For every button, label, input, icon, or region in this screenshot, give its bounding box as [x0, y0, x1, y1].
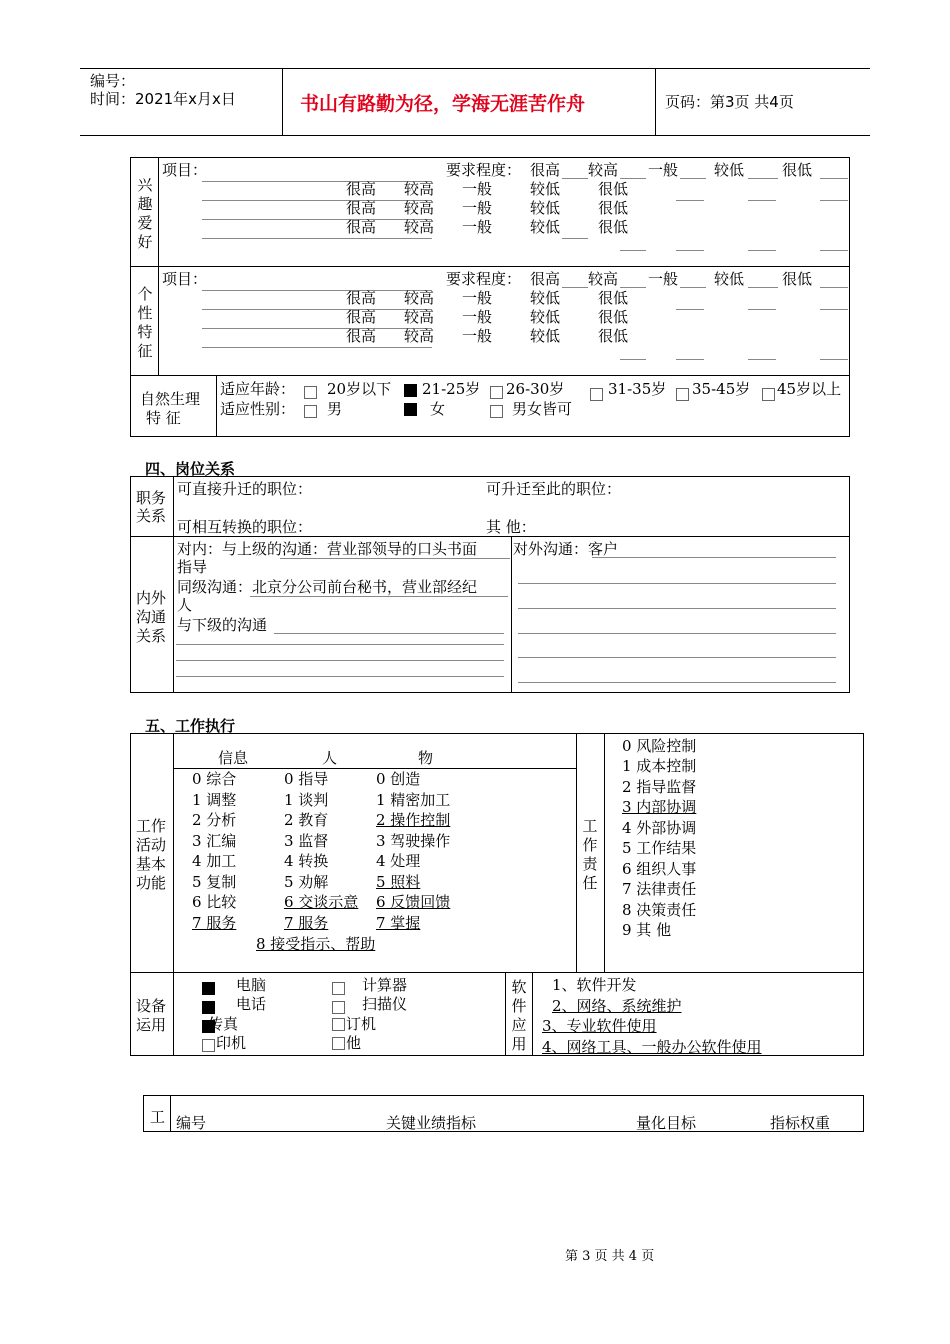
level-text: 较高	[404, 289, 435, 307]
computer-checkbox[interactable]	[202, 982, 215, 995]
level-text: 较低	[714, 270, 745, 288]
info-item: 3 汇编	[192, 832, 237, 850]
thing-item-selected: 2 操作控制	[376, 811, 451, 829]
level-text: 一般	[462, 308, 493, 326]
level-text: 很高	[346, 180, 377, 198]
interest-requirement-label: 要求程度：	[446, 161, 522, 179]
personality-project-label: 项目：	[162, 270, 208, 288]
thing-item: 3 驾驶操作	[376, 832, 451, 850]
resp-label: 工作责任	[582, 817, 598, 892]
info-item: 4 加工	[192, 852, 237, 870]
section5-title: 五、工作执行	[145, 717, 236, 735]
level-text: 较高	[588, 270, 619, 288]
software-item-text: 2、网络、系统维护	[552, 997, 682, 1015]
rotate-positions: 可相互转换的职位：	[177, 518, 313, 536]
col-thing: 物	[418, 749, 434, 767]
resp-item: 6 组织人事	[622, 860, 697, 878]
resp-item: 4 外部协调	[622, 819, 697, 837]
level-text: 较高	[404, 218, 435, 236]
scanner-checkbox[interactable]	[332, 1001, 345, 1014]
info-item: 5 复制	[192, 873, 237, 891]
level-text: 很高	[346, 308, 377, 326]
info-item: 0 综合	[192, 770, 237, 788]
level-text: 较低	[530, 327, 561, 345]
people-item: 5 劝解	[284, 873, 329, 891]
software-item	[542, 1038, 762, 1056]
people-item: 2 教育	[284, 811, 329, 829]
info-item: 6 比较	[192, 893, 237, 911]
level-text: 较高	[588, 161, 619, 179]
kpi-col-no: 编号	[176, 1114, 207, 1132]
calculator-checkbox[interactable]	[332, 982, 345, 995]
duty-label: 职务关系	[136, 489, 167, 525]
duty-label-1	[136, 489, 170, 525]
age-option: 31-35岁	[608, 380, 667, 398]
other-positions: 其 他：	[486, 518, 536, 536]
equip-item: 电话	[236, 995, 267, 1013]
level-text: 较高	[404, 180, 435, 198]
gender-option: 女	[430, 400, 446, 418]
interest-project-label: 项目：	[162, 161, 208, 179]
level-text: 一般	[462, 180, 493, 198]
kpi-left-label: 工	[150, 1108, 166, 1126]
age-checkbox-checked[interactable]	[404, 384, 417, 397]
level-text: 一般	[648, 161, 679, 179]
age-checkbox[interactable]	[490, 386, 503, 399]
age-checkbox[interactable]	[676, 388, 689, 401]
personality-label: 个性特征	[137, 285, 153, 360]
level-text: 较低	[530, 180, 561, 198]
resp-item: 5 工作结果	[622, 839, 697, 857]
personality-requirement-label: 要求程度：	[446, 270, 522, 288]
people-item: 1 谈判	[284, 791, 329, 809]
age-checkbox[interactable]	[590, 388, 603, 401]
age-label: 适应年龄：	[220, 380, 296, 398]
gender-option: 男	[327, 400, 343, 418]
resp-item: 0 风险控制	[622, 737, 697, 755]
resp-item-selected: 3 内部协调	[622, 798, 697, 816]
gender-label: 适应性别：	[220, 400, 296, 418]
software-item	[542, 1017, 657, 1035]
age-option: 21-25岁	[422, 380, 481, 398]
promote-direct: 可直接升迁的职位：	[177, 480, 313, 498]
func-label: 工作活动基本功能	[136, 817, 167, 892]
resp-item: 8 决策责任	[622, 901, 697, 919]
resp-item: 1 成本控制	[622, 757, 697, 775]
software-item: 1、软件开发	[552, 976, 637, 994]
physical-label-2: 特 征	[146, 409, 181, 427]
info-item: 1 调整	[192, 791, 237, 809]
level-text: 很低	[598, 218, 629, 236]
resp-item: 2 指导监督	[622, 778, 697, 796]
people-item: 3 监督	[284, 832, 329, 850]
info-item-selected: 7 服务	[192, 914, 237, 932]
info-item: 2 分析	[192, 811, 237, 829]
soft-label: 软件应用	[511, 978, 527, 1053]
level-text: 一般	[462, 218, 493, 236]
level-text: 较低	[530, 218, 561, 236]
col-info: 信息	[218, 749, 249, 767]
equip-item: 传真	[208, 1015, 239, 1033]
equip-item: 订机	[346, 1015, 377, 1033]
level-text: 一般	[648, 270, 679, 288]
internal-line1: 对内：与上级的沟通：营业部领导的口头书面	[177, 540, 478, 558]
header-time: 时间：2021年x月x日	[90, 90, 236, 108]
header-motto: 书山有路勤为径，学海无涯苦作舟	[300, 93, 586, 115]
footer-page: 第 3 页 共 4 页	[565, 1249, 655, 1264]
promote-to: 可升迁至此的职位：	[486, 480, 622, 498]
age-checkbox[interactable]	[304, 386, 317, 399]
age-option: 20岁以下	[327, 380, 392, 398]
thing-item: 1 精密加工	[376, 791, 451, 809]
header-number: 编号：	[90, 72, 136, 90]
level-text: 很高	[346, 218, 377, 236]
level-text: 较高	[404, 308, 435, 326]
level-text: 很高	[346, 199, 377, 217]
level-text: 很高	[346, 327, 377, 345]
people-item-selected: 6 交谈示意	[284, 893, 359, 911]
level-text: 很低	[782, 270, 813, 288]
level-text: 很高	[530, 161, 561, 179]
age-checkbox[interactable]	[762, 388, 775, 401]
resp-item: 7 法律责任	[622, 880, 697, 898]
lower-comm: 与下级的沟通	[177, 616, 268, 634]
age-option: 45岁以上	[777, 380, 842, 398]
binder-checkbox[interactable]	[332, 1018, 345, 1031]
physical-label-1: 自然生理	[140, 390, 201, 408]
people-item-selected: 7 服务	[284, 914, 329, 932]
level-text: 很高	[346, 289, 377, 307]
kpi-col-kpi: 关键业绩指标	[386, 1114, 477, 1132]
peer-line1: 同级沟通：北京分公司前台秘书，营业部经纪	[177, 578, 478, 596]
level-text: 很低	[598, 327, 629, 345]
interest-label: 兴趣爱好	[137, 176, 153, 251]
gender-checkbox-checked[interactable]	[404, 403, 417, 416]
level-text: 较高	[404, 199, 435, 217]
printer-checkbox[interactable]	[202, 1039, 215, 1052]
kpi-col-weight: 指标权重	[770, 1114, 831, 1132]
thing-item-selected: 5 照料	[376, 873, 421, 891]
equip-item: 电脑	[236, 976, 267, 994]
level-text: 很高	[530, 270, 561, 288]
level-text: 较低	[530, 308, 561, 326]
gender-option: 男女皆可	[512, 400, 573, 418]
level-text: 较低	[714, 161, 745, 179]
level-text: 很低	[598, 199, 629, 217]
gender-checkbox[interactable]	[304, 405, 317, 418]
thing-item: 4 处理	[376, 852, 421, 870]
level-text: 较低	[530, 199, 561, 217]
level-text: 一般	[462, 199, 493, 217]
equip-item: 他	[346, 1034, 362, 1052]
gender-checkbox[interactable]	[490, 405, 503, 418]
thing-item-selected: 7 掌握	[376, 914, 421, 932]
level-text: 很低	[782, 161, 813, 179]
external-comm: 对外沟通：客户	[513, 540, 619, 558]
col-people: 人	[322, 749, 338, 767]
level-text: 很低	[598, 180, 629, 198]
section4-title: 四、岗位关系	[145, 460, 236, 478]
people-item: 0 指导	[284, 770, 329, 788]
age-option: 26-30岁	[506, 380, 565, 398]
comm-label: 内外沟通关系	[136, 589, 167, 645]
thing-item: 0 创造	[376, 770, 421, 788]
header-page: 页码：第3页 共4页	[665, 93, 794, 111]
equip-item: 计算器	[362, 976, 408, 994]
phone-checkbox[interactable]	[202, 1001, 215, 1014]
people-item: 4 转换	[284, 852, 329, 870]
equip-item: 印机	[216, 1034, 247, 1052]
level-text: 很低	[598, 289, 629, 307]
level-text: 一般	[462, 327, 493, 345]
level-text: 一般	[462, 289, 493, 307]
level-text: 较高	[404, 327, 435, 345]
equip-label: 设备运用	[136, 997, 167, 1034]
kpi-col-target: 量化目标	[636, 1114, 697, 1132]
software-item	[552, 997, 682, 1015]
equip-item: 扫描仪	[362, 995, 408, 1013]
peer-line2: 人	[177, 596, 193, 614]
resp-item: 9 其 他	[622, 921, 672, 939]
level-text: 很低	[598, 308, 629, 326]
level-text: 较低	[530, 289, 561, 307]
age-option: 35-45岁	[692, 380, 751, 398]
receive-instructions: 8 接受指示、帮助	[256, 935, 376, 953]
internal-line2: 指导	[177, 558, 208, 576]
other-checkbox[interactable]	[332, 1037, 345, 1050]
thing-item-selected: 6 反馈回馈	[376, 893, 451, 911]
software-item-text: 3、专业软件使用	[542, 1017, 657, 1035]
software-item-text: 4、网络工具、一般办公软件使用	[542, 1038, 762, 1056]
